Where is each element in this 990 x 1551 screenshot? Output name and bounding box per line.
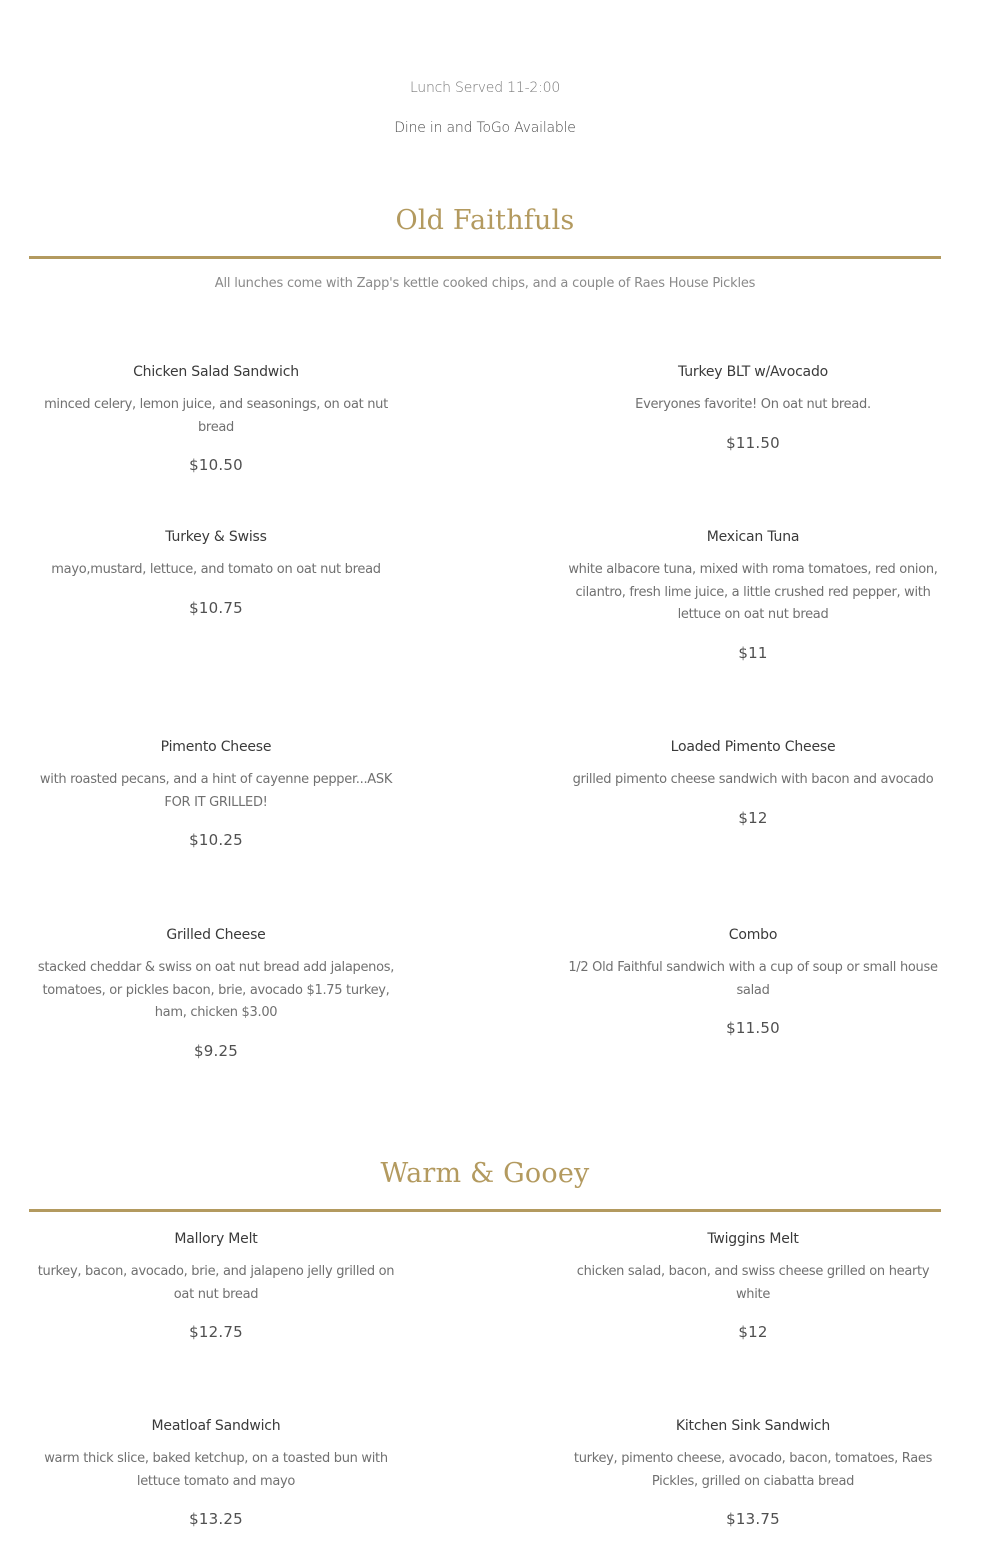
item-name: Pimento Cheese — [160, 739, 272, 755]
item-price: $10.75 — [189, 598, 243, 617]
item-price: $12 — [738, 1323, 768, 1341]
menu-item — [31, 362, 401, 475]
item-description: white albacore tuna, mixed with roma tomatoes, red onion, cilantro, fresh lime juice, a little crushed red pepper, with lettuce on oat nut bread — [568, 562, 938, 622]
item-name: Kitchen Sink Sandwich — [675, 1418, 831, 1434]
item-description: turkey, pimento cheese, avocado, bacon, tomatoes, Raes Pickles, grilled on ciabatta bread — [573, 1451, 933, 1489]
item-name: Loaded Pimento Cheese — [670, 739, 836, 755]
menu-item — [568, 362, 938, 453]
section-divider — [29, 256, 941, 259]
item-description: grilled pimento cheese sandwich with bacon and avocado — [572, 772, 934, 787]
item-name: Turkey BLT w/Avocado — [678, 364, 828, 380]
menu-item — [31, 527, 401, 618]
service-options: Dine in and ToGo Available — [394, 120, 576, 136]
item-name: Combo — [728, 927, 778, 943]
item-description: Everyones favorite! On oat nut bread. — [635, 397, 871, 412]
section-title-old-faithfuls: Old Faithfuls — [395, 205, 575, 236]
item-name: Mallory Melt — [174, 1231, 258, 1247]
item-price: $10.50 — [189, 456, 243, 474]
item-price: $11.50 — [726, 1019, 780, 1037]
item-description: stacked cheddar & swiss on oat nut bread add jalapenos, tomatoes, or pickles bacon, brie, avocado $1.75 turkey, ham, chicken $3.00 — [37, 960, 395, 1020]
item-price: $13.25 — [189, 1510, 243, 1528]
item-description: 1/2 Old Faithful sandwich with a cup of soup or small house salad — [568, 960, 938, 998]
menu-item — [31, 1416, 401, 1529]
item-price: $10.25 — [189, 831, 243, 849]
item-name: Meatloaf Sandwich — [151, 1418, 281, 1434]
item-name: Twiggins Melt — [707, 1231, 799, 1247]
item-name: Grilled Cheese — [166, 927, 266, 943]
item-description: warm thick slice, baked ketchup, on a toasted bun with lettuce tomato and mayo — [44, 1451, 388, 1489]
item-name: Chicken Salad Sandwich — [133, 364, 299, 380]
item-description: mayo,mustard, lettuce, and tomato on oat nut bread — [51, 562, 381, 577]
item-price: $12.75 — [189, 1323, 243, 1341]
menu-item — [31, 737, 401, 850]
section-divider — [29, 1209, 941, 1212]
item-description: turkey, bacon, avocado, brie, and jalapeno jelly grilled on oat nut bread — [37, 1264, 395, 1302]
item-name: Turkey & Swiss — [165, 529, 267, 545]
item-description: with roasted pecans, and a hint of cayenne pepper...ASK FOR IT GRILLED! — [39, 772, 393, 810]
item-price: $12 — [738, 808, 768, 827]
item-price: $9.25 — [194, 1041, 238, 1060]
menu-item — [568, 737, 938, 828]
menu-item — [31, 925, 401, 1061]
item-price: $11.50 — [726, 433, 780, 452]
item-price: $13.75 — [726, 1510, 780, 1528]
section-note: All lunches come with Zapp's kettle cooked chips, and a couple of Raes House Pickles — [214, 276, 756, 291]
item-name: Mexican Tuna — [706, 529, 800, 545]
item-description: chicken salad, bacon, and swiss cheese grilled on hearty white — [576, 1264, 930, 1302]
section-title-warm-gooey: Warm & Gooey — [380, 1158, 590, 1189]
item-price: $11 — [738, 643, 768, 662]
menu-item — [568, 527, 938, 663]
menu-item — [568, 925, 938, 1038]
menu-item — [568, 1416, 938, 1529]
item-description: minced celery, lemon juice, and seasonings, on oat nut bread — [44, 397, 388, 435]
menu-item — [568, 1229, 938, 1342]
menu-item — [31, 1229, 401, 1342]
lunch-hours: Lunch Served 11-2:00 — [409, 80, 561, 96]
